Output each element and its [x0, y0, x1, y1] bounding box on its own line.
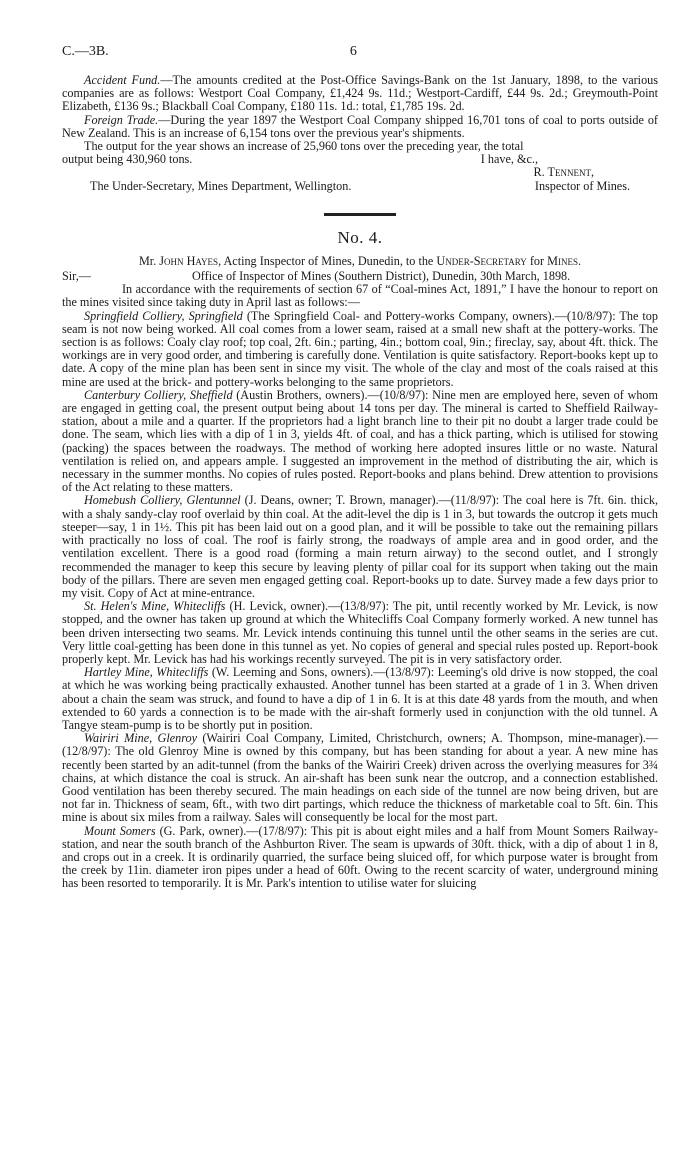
hartley-mine-paragraph: Hartley Mine, Whitecliffs (W. Leeming and Sons, owners).—(13/8/97): Leeming's old drive is now stopped, the coal at which he was working being practically exhausted. Another tunnel has been started at a grade of 1 in 3. When driven about a chain the seam was struck, and found to have a dip of 1 in 6. It is at this date 48 yards from the mouth, and when extended to 60 yards a connection is to be made with the air-shaft formerly used in conjunction with the old tunnel. A Tangye steam-pump is to be shortly put in position.: [62, 665, 659, 732]
document-code: C.—3B.: [62, 44, 109, 59]
st-helens-mine-paragraph: St. Helen's Mine, Whitecliffs (H. Levick, owner).—(13/8/97): The pit, until recently worked by Mr. Levick, is now stopped, and the owner has taken up ground at which the Whitecliffs Coal Company formerly worked. A new tunnel has been driven intersecting two seams. Mr. Levick intends continuing this tunnel until the other seams in the series are cut. Very little coal-getting has been done in this tunnel as yet. No copies of general and special rules posted up. Report-book properly kept. Mr. Levick has had his workings recently surveyed. The pit is in very satisfactory order.: [62, 599, 658, 666]
homebush-colliery-paragraph: Homebush Colliery, Glentunnel (J. Deans, owner; T. Brown, manager).—(11/8/97): The coal here is 7ft. 6in. thick, with a shaly sandy-clay roof overlaid by thin coal. At the adit-level the dip is 1 in 3, but towards the outcrop it gets much steeper—say, 1 in 1½. This pit has been laid out on a good plan, and it will be possible to take out the remaining pillars with practically no loss of coal. The roof is fairly strong, the roadways of ample area and in good order, and the ventilation excellent. There is a good road (forming a main return airway) to the second outlet, and I strongly recommended the manager to keep this secure by leaving plenty of pillar coal for its support when taking out the main body of the pillars. There are seven men engaged getting coal. Report-books up to date. Survey made a few days prior to my visit. Copy of Act at mine-entrance.: [62, 493, 658, 600]
output-paragraph: The output for the year shows an increase of 25,960 tons over the preceding year, the total: [84, 139, 524, 154]
section-divider: [324, 213, 396, 216]
accident-fund-paragraph: Accident Fund.—The amounts credited at the Post-Office Savings-Bank on the 1st January, 1898, to the various companies are as follows: Westport Coal Company, £1,424 9s. 11d.; Westport-Cardiff, £44 9s. 2d.; Greymouth-Point Elizabeth, £136 9s.; Blackball Coal Company, £180 11s. 1d.: total, £1,785 19s. 2d.: [62, 73, 658, 114]
wairiri-mine-paragraph: Wairiri Mine, Glenroy (Wairiri Coal Company, Limited, Christchurch, owners; A. Thompson, mine-manager).—(12/8/97): The old Glenroy Mine is owned by this company, but has been standing for about a year. A new mine has recently been started by an adit-tunnel (from the banks of the Wairiri Creek) driven across the overlying measures for 3¾ chains, at which distance the coal is struck. An air-shaft has been sunk near the outcrop, and a connection established. Good ventilation has been thereby secured. The main headings on each side of the tunnel are now being driven, but are not far in. Thickness of seam, 6ft., with two dirt partings, which reduce the thickness of marketable coal to 5ft. 6in. This mine is about six miles from a railway. Sales will consequently be local for the most part.: [62, 731, 659, 825]
page-header: [62, 44, 658, 60]
canterbury-colliery-paragraph: Canterbury Colliery, Sheffield (Austin Brothers, owners).—(10/8/97): Nine men are employed here, seven of whom are engaged in getting coal, the present output being about 14 tons per day. The mineral is carted to Sheffield Railway-station, about a mile and a quarter. If the proprietors had a light branch line to their pit no doubt a larger trade could be done. The seam, which lies with a dip of 1 in 3, yields 4ft. of coal, and has a thick parting, which is utilised for stowing (packing) the spaces between the roadways. The method of working here adopted insures little or no waste. Natural ventilation is relied on, and appears ample. I suggested an improvement in the method of distributing the air, which is necessary in the summer months. No copies of rules posted. Report-books and plans behind. Drew attention to provisions of the Act relating to these matters.: [62, 387, 658, 495]
addressee-line: The Under-Secretary, Mines Department, Wellington. Inspector of Mines.: [90, 178, 630, 193]
page-number: 6: [349, 44, 357, 59]
document-page: [62, 44, 658, 891]
letter-heading: Mr. John Hayes, Acting Inspector of Mines, Dunedin, to the Under-Secretary for Mines.: [138, 253, 582, 268]
mount-somers-paragraph: Mount Somers (G. Park, owner).—(17/8/97): This pit is about eight miles and a half from Mount Somers Railway-station, and near the south branch of the Ashburton River. The seam is upwards of 30ft. thick, with a dip of about 1 in 8, and crops out in a creek. It is ordinarily quarried, the surface being sluiced off, for which purpose water is brought from the creek by 11in. diameter iron pipes under a head of 60ft. Owing to the recent scarcity of water, underground mining has been resorted to temporarily. It is Mr. Park's intention to utilise water for sluicing: [62, 823, 658, 891]
foreign-trade-paragraph: Foreign Trade.—During the year 1897 the Westport Coal Company shipped 16,701 tons of coal to ports outside of New Zealand. This is an increase of 6,154 tons over the previous year's shipments.: [62, 112, 658, 140]
section-number: No. 4.: [337, 227, 383, 247]
signer-name: R. Tennent,: [533, 165, 594, 180]
springfield-colliery-paragraph: Springfield Colliery, Springfield (The Springfield Coal- and Pottery-works Company, owners).—(10/8/97): The top seam is not now being worked. All coal comes from a lower seam, raised at a small new shaft at the pottery-works. The section is as follows: Coaly clay roof; top coal, 2ft. 6in.; parting, 4in.; bottom coal, 9in.; fireclay, say, about 4ft. thick. The workings are in very good order, and timbering is carefully done. Ventilation is quite satisfactory. Report-books kept up to date. A copy of the mine plan has been sent in since my visit. The whole of the clay and most of the coals raised at this mine are used at the brick- and pottery-works belonging to the same proprietors.: [62, 308, 658, 389]
salutation-line: Sir,— Office of Inspector of Mines (Southern District), Dunedin, 30th March, 1898.: [62, 269, 571, 284]
report-intro: In accordance with the requirements of section 67 of “Coal-mines Act, 1891,” I have the honour to report on the mines visited since taking duty in April last as follows:—: [62, 282, 658, 310]
closing-line: output being 430,960 tons. I have, &c.,: [62, 152, 538, 167]
